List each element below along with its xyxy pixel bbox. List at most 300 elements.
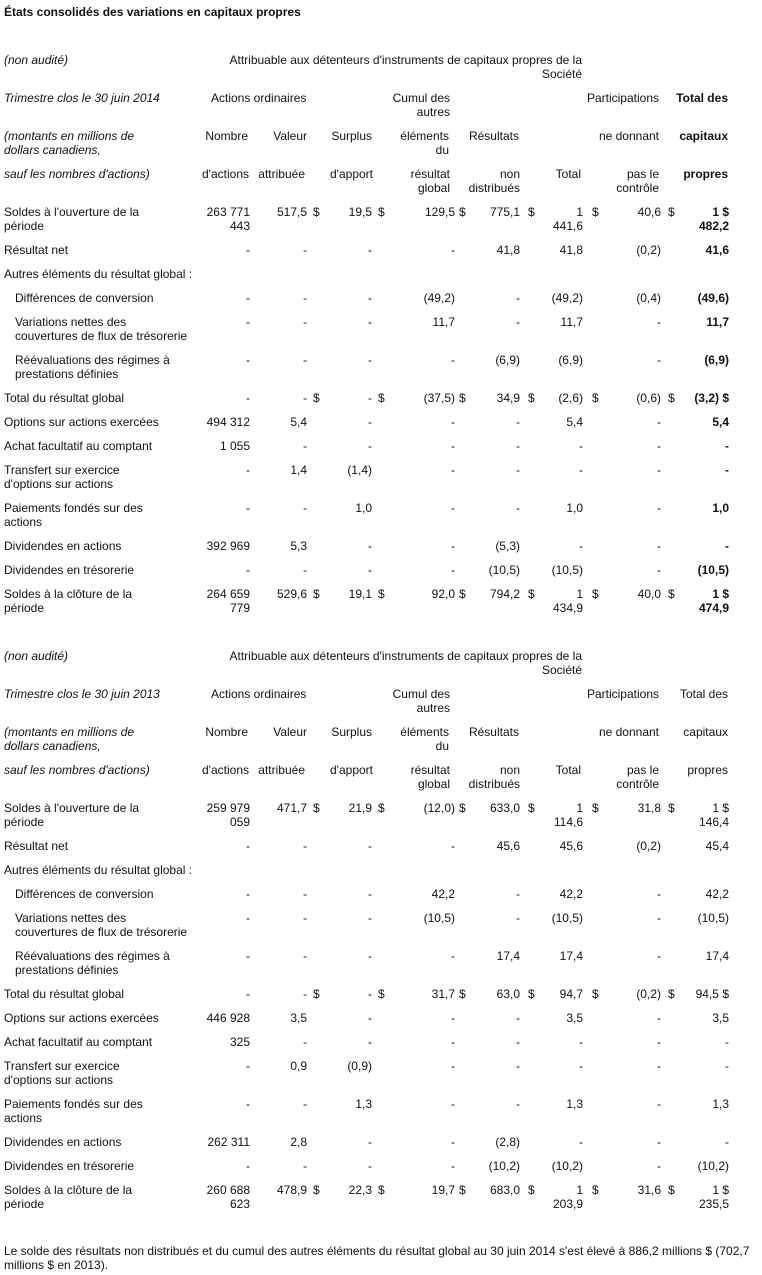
table-cell: (49,6) bbox=[697, 291, 729, 305]
dollar-sign: $ bbox=[378, 987, 385, 1001]
header-resultats: Résultats bbox=[468, 725, 519, 739]
dollar-sign: $ bbox=[528, 1183, 535, 1197]
dollar-sign: $ bbox=[313, 391, 320, 405]
table-cell: (0,6) bbox=[636, 391, 661, 405]
table-cell: - bbox=[725, 1059, 729, 1073]
header-resultat-global: global bbox=[417, 181, 450, 195]
table-cell: 11,7 bbox=[432, 315, 455, 329]
table-cell: - bbox=[303, 439, 307, 453]
table-cell: 45,4 bbox=[705, 839, 729, 853]
table-cell: 517,5 bbox=[276, 205, 307, 219]
row-label: Soldes à la clôture de la bbox=[4, 587, 133, 601]
table-cell: - bbox=[657, 1035, 661, 1049]
table-cell: - bbox=[725, 439, 729, 453]
table-cell: 482,2 bbox=[698, 219, 729, 233]
table-cell: 474,9 bbox=[698, 601, 729, 615]
row-label: Paiements fondés sur des bbox=[4, 1097, 143, 1111]
table-cell: - bbox=[368, 315, 372, 329]
dollar-sign: $ bbox=[668, 205, 675, 219]
table-cell: 19,1 bbox=[348, 587, 372, 601]
row-label: Soldes à l'ouverture de la bbox=[4, 205, 140, 219]
table-cell: 17,4 bbox=[496, 949, 520, 963]
table-cell: 40,0 bbox=[637, 587, 661, 601]
table-cell: (0,9) bbox=[347, 1059, 372, 1073]
table-cell: 31,6 bbox=[637, 1183, 661, 1197]
header-d-actions: d'actions bbox=[202, 763, 249, 777]
table-cell: 45,6 bbox=[559, 839, 583, 853]
table-cell: - bbox=[725, 539, 729, 553]
header-surplus: Surplus bbox=[331, 129, 372, 143]
table-cell: - bbox=[246, 563, 250, 577]
table-cell: 478,9 bbox=[276, 1183, 307, 1197]
dollar-sign: $ bbox=[668, 587, 675, 601]
header-d-actions: d'actions bbox=[202, 167, 249, 181]
table-cell: 1 bbox=[576, 801, 583, 815]
table-cell: 5,4 bbox=[566, 415, 583, 429]
table-cell: - bbox=[303, 391, 307, 405]
table-cell: 203,9 bbox=[552, 1197, 583, 1211]
row-label: Variations nettes des bbox=[15, 315, 127, 329]
dollar-sign: $ bbox=[668, 1183, 675, 1197]
table-cell: - bbox=[451, 415, 455, 429]
table-cell: (0,4) bbox=[636, 291, 661, 305]
dollar-sign: $ bbox=[313, 205, 320, 219]
table-cell: (10,2) bbox=[697, 1159, 729, 1173]
table-cell: - bbox=[246, 391, 250, 405]
table-cell: - bbox=[451, 539, 455, 553]
row-label: prestations définies bbox=[15, 367, 119, 381]
table-cell: (6,9) bbox=[704, 353, 729, 367]
non-audited-label: (non audité) bbox=[4, 649, 69, 663]
table-cell: (3,2) $ bbox=[694, 391, 729, 405]
table-cell: - bbox=[516, 1035, 520, 1049]
table-cell: - bbox=[303, 949, 307, 963]
table-cell: (6,9) bbox=[558, 353, 583, 367]
table-cell: 471,7 bbox=[276, 801, 307, 815]
table-cell: 1,0 bbox=[566, 501, 583, 515]
table-cell: 1,3 bbox=[566, 1097, 583, 1111]
table-cell: - bbox=[368, 353, 372, 367]
table-cell: (0,2) bbox=[636, 839, 661, 853]
dollar-sign: $ bbox=[378, 205, 385, 219]
table-cell: - bbox=[579, 1059, 583, 1073]
table-cell: - bbox=[657, 353, 661, 367]
header-elements: du bbox=[435, 739, 449, 753]
header-cumul: autres bbox=[416, 105, 450, 119]
table-cell: - bbox=[579, 463, 583, 477]
table-cell: 3,5 bbox=[712, 1011, 729, 1025]
table-cell: - bbox=[657, 911, 661, 925]
header-participations: Participations bbox=[586, 91, 659, 105]
table-cell: - bbox=[657, 1159, 661, 1173]
table-cell: 259 979 bbox=[206, 801, 250, 815]
dollar-sign: $ bbox=[592, 587, 599, 601]
attribution-header: Attribuable aux détenteurs d'instruments de capitaux propres de la bbox=[229, 649, 582, 663]
table-cell: - bbox=[579, 1035, 583, 1049]
header-pas-le-controle: contrôle bbox=[616, 777, 659, 791]
table-cell: 42,2 bbox=[431, 887, 455, 901]
dollar-sign: $ bbox=[378, 801, 385, 815]
header-pas-le-controle: pas le bbox=[626, 763, 659, 777]
row-label: Soldes à la clôture de la bbox=[4, 1183, 133, 1197]
header-surplus: Surplus bbox=[331, 725, 372, 739]
table-cell: 1 $ bbox=[712, 587, 729, 601]
table-cell: - bbox=[451, 243, 455, 257]
table-cell: - bbox=[516, 1097, 520, 1111]
table-cell: 5,4 bbox=[712, 415, 729, 429]
table-cell: - bbox=[303, 291, 307, 305]
table-cell: - bbox=[657, 415, 661, 429]
header-propres: propres bbox=[683, 167, 728, 181]
table-cell: 11,7 bbox=[560, 315, 583, 329]
row-label: d'options sur actions bbox=[4, 477, 114, 491]
table-cell: 1,3 bbox=[712, 1097, 729, 1111]
dollar-sign: $ bbox=[592, 1183, 599, 1197]
header-actions-ordinaires: Actions ordinaires bbox=[211, 687, 307, 701]
row-label: Transfert sur exercice bbox=[4, 463, 120, 477]
table-cell: 19,7 bbox=[431, 1183, 455, 1197]
header-pas-le-controle: contrôle bbox=[616, 181, 659, 195]
table-cell: - bbox=[516, 415, 520, 429]
dollar-sign: $ bbox=[592, 391, 599, 405]
table-cell: 3,5 bbox=[566, 1011, 583, 1025]
row-label: Différences de conversion bbox=[15, 887, 154, 901]
dollar-sign: $ bbox=[528, 801, 535, 815]
dollar-sign: $ bbox=[378, 587, 385, 601]
header-actions-ordinaires: Actions ordinaires bbox=[211, 91, 307, 105]
table-cell: (2,8) bbox=[495, 1135, 520, 1149]
dollar-sign: $ bbox=[668, 987, 675, 1001]
header-cumul: Cumul des bbox=[392, 91, 450, 105]
table-cell: 42,2 bbox=[559, 887, 583, 901]
table-cell: 1 055 bbox=[219, 439, 250, 453]
dollar-sign: $ bbox=[528, 205, 535, 219]
table-cell: - bbox=[368, 1159, 372, 1173]
table-cell: - bbox=[303, 911, 307, 925]
table-cell: (10,5) bbox=[551, 911, 583, 925]
table-cell: - bbox=[725, 1135, 729, 1149]
table-cell: - bbox=[657, 315, 661, 329]
header-capitaux: capitaux bbox=[683, 725, 728, 739]
table-cell: - bbox=[303, 353, 307, 367]
table-cell: - bbox=[579, 1135, 583, 1149]
table-cell: - bbox=[246, 353, 250, 367]
row-label: période bbox=[4, 601, 45, 615]
header-d-apport: d'apport bbox=[330, 167, 373, 181]
table-cell: 2,8 bbox=[290, 1135, 307, 1149]
header-units: (montants en millions de bbox=[4, 725, 135, 739]
table-cell: - bbox=[657, 439, 661, 453]
table-cell: - bbox=[246, 1097, 250, 1111]
header-resultats: Résultats bbox=[468, 129, 519, 143]
row-label: Résultat net bbox=[4, 243, 69, 257]
row-label: Dividendes en actions bbox=[4, 1135, 122, 1149]
table-cell: 41,8 bbox=[496, 243, 520, 257]
table-cell: - bbox=[303, 987, 307, 1001]
table-cell: 11,7 bbox=[706, 315, 729, 329]
table-cell: - bbox=[368, 563, 372, 577]
row-label: Réévaluations des régimes à bbox=[15, 353, 170, 367]
dollar-sign: $ bbox=[592, 987, 599, 1001]
period-label: Trimestre clos le 30 juin 2013 bbox=[4, 687, 160, 701]
table-cell: 494 312 bbox=[206, 415, 250, 429]
table-cell: - bbox=[303, 315, 307, 329]
table-cell: - bbox=[246, 887, 250, 901]
dollar-sign: $ bbox=[378, 391, 385, 405]
table-cell: - bbox=[246, 949, 250, 963]
table-cell: - bbox=[516, 291, 520, 305]
table-cell: 34,9 bbox=[496, 391, 520, 405]
table-cell: - bbox=[368, 539, 372, 553]
row-label: Différences de conversion bbox=[15, 291, 154, 305]
non-audited-label: (non audité) bbox=[4, 53, 69, 67]
table-cell: (2,6) bbox=[558, 391, 583, 405]
table-cell: 434,9 bbox=[552, 601, 583, 615]
table-cell: 3,5 bbox=[290, 1011, 307, 1025]
table-cell: 19,5 bbox=[348, 205, 372, 219]
table-cell: (49,2) bbox=[551, 291, 583, 305]
header-nombre: Nombre bbox=[205, 725, 248, 739]
table-cell: - bbox=[246, 463, 250, 477]
table-cell: 0,9 bbox=[290, 1059, 307, 1073]
table-cell: 779 bbox=[229, 601, 250, 615]
table-cell: 146,4 bbox=[698, 815, 729, 829]
table-cell: 1 $ bbox=[712, 205, 729, 219]
dollar-sign: $ bbox=[313, 987, 320, 1001]
table-cell: - bbox=[368, 439, 372, 453]
table-cell: 623 bbox=[229, 1197, 250, 1211]
table-cell: (10,5) bbox=[423, 911, 455, 925]
table-cell: - bbox=[246, 501, 250, 515]
row-label: Résultat net bbox=[4, 839, 69, 853]
dollar-sign: $ bbox=[592, 205, 599, 219]
table-cell: - bbox=[725, 463, 729, 477]
table-cell: - bbox=[579, 439, 583, 453]
table-cell: (0,2) bbox=[636, 987, 661, 1001]
header-elements: éléments bbox=[400, 129, 449, 143]
header-non-distribues: non bbox=[499, 763, 520, 777]
row-label: Dividendes en actions bbox=[4, 539, 122, 553]
table-cell: - bbox=[516, 1011, 520, 1025]
row-label: Transfert sur exercice bbox=[4, 1059, 120, 1073]
header-attribuee: attribuée bbox=[258, 167, 305, 181]
table-cell: - bbox=[303, 1159, 307, 1173]
header-total-des: Total des bbox=[679, 687, 728, 701]
table-cell: - bbox=[516, 911, 520, 925]
dollar-sign: $ bbox=[459, 987, 466, 1001]
table-cell: 775,1 bbox=[489, 205, 520, 219]
table-cell: 262 311 bbox=[207, 1135, 250, 1149]
table-cell: 1 bbox=[576, 205, 583, 219]
row-label: couvertures de flux de trésorerie bbox=[15, 925, 188, 939]
table-cell: - bbox=[368, 1011, 372, 1025]
table-cell: - bbox=[246, 1159, 250, 1173]
table-cell: (0,2) bbox=[636, 243, 661, 257]
header-units: (montants en millions de bbox=[4, 129, 135, 143]
table-cell: 17,4 bbox=[705, 949, 729, 963]
header-propres: propres bbox=[687, 763, 728, 777]
table-cell: - bbox=[451, 353, 455, 367]
row-label: Options sur actions exercées bbox=[4, 1011, 159, 1025]
dollar-sign: $ bbox=[459, 1183, 466, 1197]
table-cell: - bbox=[657, 501, 661, 515]
table-cell: 1,4 bbox=[290, 463, 307, 477]
table-cell: - bbox=[657, 1059, 661, 1073]
table-cell: (5,3) bbox=[495, 539, 520, 553]
table-cell: - bbox=[368, 949, 372, 963]
table-cell: - bbox=[516, 463, 520, 477]
table-cell: - bbox=[451, 1135, 455, 1149]
table-cell: 1,3 bbox=[355, 1097, 372, 1111]
table-cell: - bbox=[451, 1059, 455, 1073]
table-cell: - bbox=[368, 987, 372, 1001]
table-cell: - bbox=[451, 1159, 455, 1173]
table-cell: 446 928 bbox=[206, 1011, 250, 1025]
table-cell: (10,5) bbox=[697, 911, 729, 925]
table-cell: (12,0) bbox=[423, 801, 455, 815]
header-elements: éléments bbox=[400, 725, 449, 739]
table-cell: - bbox=[246, 987, 250, 1001]
table-cell: 92,0 bbox=[431, 587, 455, 601]
dollar-sign: $ bbox=[668, 801, 675, 815]
table-cell: - bbox=[451, 463, 455, 477]
table-cell: - bbox=[303, 1097, 307, 1111]
dollar-sign: $ bbox=[313, 801, 320, 815]
dollar-sign: $ bbox=[528, 987, 535, 1001]
row-label: couvertures de flux de trésorerie bbox=[15, 329, 188, 343]
table-cell: 22,3 bbox=[348, 1183, 372, 1197]
table-cell: 264 659 bbox=[206, 587, 250, 601]
table-cell: 17,4 bbox=[559, 949, 583, 963]
table-cell: 794,2 bbox=[489, 587, 520, 601]
row-label: période bbox=[4, 815, 45, 829]
row-label: Soldes à l'ouverture de la bbox=[4, 801, 140, 815]
header-units-note: sauf les nombres d'actions) bbox=[4, 763, 150, 777]
table-cell: - bbox=[657, 539, 661, 553]
table-cell: - bbox=[246, 839, 250, 853]
header-ne-donnant: ne donnant bbox=[598, 129, 659, 143]
table-cell: - bbox=[516, 501, 520, 515]
dollar-sign: $ bbox=[459, 205, 466, 219]
table-cell: 263 771 bbox=[206, 205, 250, 219]
table-cell: - bbox=[657, 463, 661, 477]
row-label: Dividendes en trésorerie bbox=[4, 1159, 135, 1173]
table-cell: - bbox=[303, 839, 307, 853]
table-cell: - bbox=[303, 501, 307, 515]
row-label: Total du résultat global bbox=[4, 391, 125, 405]
table-cell: 40,6 bbox=[637, 205, 661, 219]
header-resultat-global: global bbox=[417, 777, 450, 791]
table-cell: - bbox=[451, 439, 455, 453]
header-pas-le-controle: pas le bbox=[626, 167, 659, 181]
table-cell: (10,2) bbox=[488, 1159, 520, 1173]
header-total-des: Total des bbox=[676, 91, 728, 105]
table-cell: - bbox=[657, 949, 661, 963]
table-cell: - bbox=[368, 887, 372, 901]
table-cell: - bbox=[725, 1035, 729, 1049]
row-label: période bbox=[4, 219, 45, 233]
table-cell: - bbox=[657, 887, 661, 901]
row-label: actions bbox=[4, 515, 43, 529]
table-cell: (6,9) bbox=[495, 353, 520, 367]
header-nombre: Nombre bbox=[205, 129, 248, 143]
row-label: Autres éléments du résultat global : bbox=[4, 267, 193, 281]
table-cell: 1 bbox=[576, 1183, 583, 1197]
header-d-apport: d'apport bbox=[330, 763, 373, 777]
table-cell: - bbox=[657, 1011, 661, 1025]
page-title: États consolidés des variations en capitaux propres bbox=[4, 5, 301, 19]
table-cell: 41,8 bbox=[559, 243, 583, 257]
table-cell: - bbox=[516, 439, 520, 453]
table-cell: (10,5) bbox=[488, 563, 520, 577]
header-resultat-global: résultat bbox=[410, 763, 450, 777]
table-cell: 1 $ bbox=[712, 801, 729, 815]
table-cell: 45,6 bbox=[496, 839, 520, 853]
table-cell: - bbox=[246, 911, 250, 925]
row-label: Dividendes en trésorerie bbox=[4, 563, 135, 577]
table-cell: - bbox=[303, 887, 307, 901]
row-label: d'options sur actions bbox=[4, 1073, 114, 1087]
attribution-header: Société bbox=[541, 663, 582, 677]
table-cell: (10,5) bbox=[697, 563, 729, 577]
header-cumul: autres bbox=[416, 701, 450, 715]
dollar-sign: $ bbox=[459, 391, 466, 405]
row-label: actions bbox=[4, 1111, 43, 1125]
table-cell: - bbox=[368, 291, 372, 305]
table-cell: - bbox=[451, 949, 455, 963]
table-cell: 1 bbox=[576, 587, 583, 601]
table-cell: 1,0 bbox=[355, 501, 372, 515]
table-cell: - bbox=[368, 391, 372, 405]
row-label: Options sur actions exercées bbox=[4, 415, 159, 429]
row-label: Autres éléments du résultat global : bbox=[4, 863, 193, 877]
table-cell: 31,8 bbox=[637, 801, 661, 815]
table-cell: - bbox=[451, 1035, 455, 1049]
table-cell: - bbox=[516, 1059, 520, 1073]
header-total: Total bbox=[555, 167, 581, 181]
header-cumul: Cumul des bbox=[392, 687, 450, 701]
dollar-sign: $ bbox=[378, 1183, 385, 1197]
table-cell: - bbox=[451, 563, 455, 577]
table-cell: - bbox=[368, 839, 372, 853]
table-cell: 5,3 bbox=[290, 539, 307, 553]
row-label: Achat facultatif au comptant bbox=[4, 1035, 153, 1049]
table-cell: 94,5 $ bbox=[695, 987, 729, 1001]
table-cell: - bbox=[246, 315, 250, 329]
dollar-sign: $ bbox=[592, 801, 599, 815]
table-cell: 41,6 bbox=[705, 243, 729, 257]
table-cell: 5,4 bbox=[290, 415, 307, 429]
header-resultat-global: résultat bbox=[410, 167, 450, 181]
table-cell: - bbox=[516, 315, 520, 329]
table-cell: 1,0 bbox=[712, 501, 729, 515]
table-cell: - bbox=[451, 1097, 455, 1111]
header-valeur: Valeur bbox=[273, 725, 307, 739]
table-cell: 683,0 bbox=[489, 1183, 520, 1197]
row-label: prestations définies bbox=[15, 963, 119, 977]
table-cell: (10,5) bbox=[551, 563, 583, 577]
table-cell: - bbox=[368, 415, 372, 429]
period-label: Trimestre clos le 30 juin 2014 bbox=[4, 91, 160, 105]
row-label: Achat facultatif au comptant bbox=[4, 439, 153, 453]
row-label: Variations nettes des bbox=[15, 911, 127, 925]
row-label: Paiements fondés sur des bbox=[4, 501, 143, 515]
dollar-sign: $ bbox=[313, 587, 320, 601]
table-cell: - bbox=[368, 1035, 372, 1049]
header-elements: du bbox=[435, 143, 449, 157]
dollar-sign: $ bbox=[459, 587, 466, 601]
table-cell: 441,6 bbox=[552, 219, 583, 233]
